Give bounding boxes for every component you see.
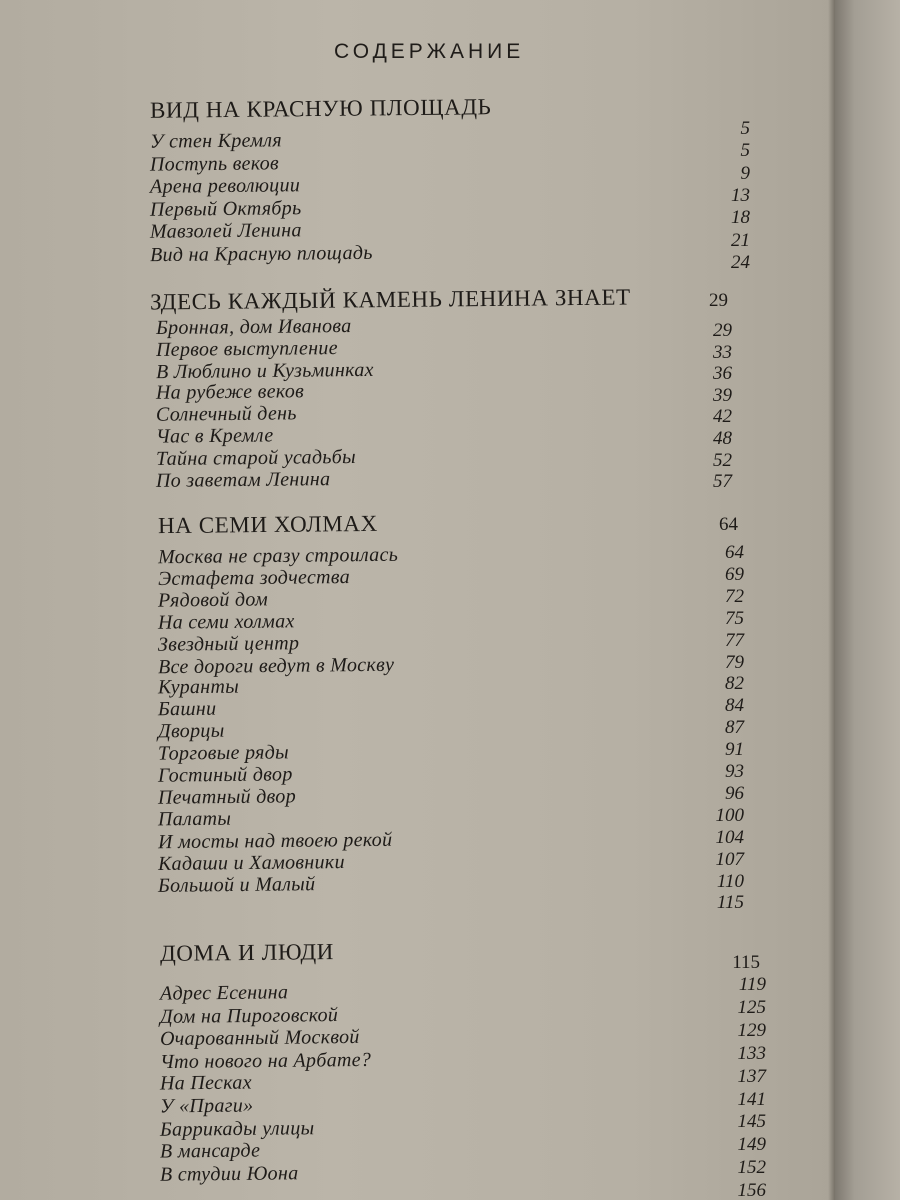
toc-entry-page: 87 — [725, 717, 744, 739]
toc-entry-page: 18 — [731, 207, 750, 229]
toc-entry-title: Час в Кремле — [155, 424, 274, 448]
toc-entry-title: В Люблино и Кузьминках — [155, 358, 374, 383]
section-page-number: 29 — [709, 290, 728, 311]
toc-entry-title: У «Праги» — [159, 1094, 254, 1118]
toc-entry-page: 110 — [716, 870, 744, 892]
toc-entry-title: На Песках — [159, 1071, 252, 1095]
toc-entry-page: 129 — [737, 1019, 766, 1041]
toc-entry-page: 82 — [725, 673, 744, 695]
toc-entry-page: 96 — [725, 782, 744, 804]
toc-entry-title: Солнечный день — [155, 402, 297, 426]
toc-entry-title: Кадаши и Хамовники — [157, 850, 345, 875]
toc-entry-title: У стен Кремля — [149, 129, 283, 153]
toc-entry-title: Что нового на Арбате? — [159, 1048, 372, 1073]
toc-entry-title: Большой и Малый — [157, 872, 316, 897]
toc-entry-page: 149 — [737, 1134, 766, 1156]
toc-entry-title: Куранты — [157, 675, 240, 699]
toc-entry-page: 93 — [725, 761, 744, 782]
toc-entry-page: 79 — [725, 651, 744, 673]
toc-entry-title: Торговые ряды — [157, 741, 290, 765]
toc-entry-page: 77 — [725, 629, 744, 651]
toc-entry-page: 42 — [713, 406, 732, 428]
toc-entry-page: 133 — [737, 1042, 766, 1064]
toc-entry-page: 29 — [713, 320, 732, 341]
toc-entry-page: 141 — [737, 1088, 766, 1110]
toc-entry-page: 152 — [737, 1157, 766, 1179]
toc-entry-title: Москва не сразу строилась — [157, 543, 399, 569]
toc-entry-title: Тайна старой усадьбы — [155, 445, 357, 470]
toc-entry-title: Адрес Есенина — [159, 981, 289, 1005]
toc-entry-page: 115 — [716, 892, 744, 914]
toc-entry-page: 75 — [725, 607, 744, 629]
toc-entry-title: Бронная, дом Иванова — [155, 314, 352, 340]
toc-entry-page: 48 — [713, 428, 732, 449]
section-title: ВИД НА КРАСНУЮ ПЛОЩАДЬ — [149, 94, 492, 123]
toc-entry-title: Эстафета зодчества — [157, 565, 351, 590]
toc-entry-title: На рубеже веков — [155, 380, 305, 405]
toc-entry-title: Башни — [157, 697, 217, 721]
toc-entry-page: 9 — [740, 162, 750, 184]
section-page-number: 115 — [732, 952, 760, 973]
toc-entry-page: 39 — [713, 384, 732, 406]
toc-entry-title: Рядовой дом — [157, 588, 269, 612]
toc-entry-page: 100 — [715, 804, 744, 826]
toc-entry-title: На семи холмах — [157, 609, 295, 634]
toc-entry-page: 72 — [725, 585, 744, 607]
toc-entry-page: 69 — [725, 563, 744, 585]
toc-entry-title: Звездный центр — [157, 631, 300, 656]
toc-entry-title: В студии Юона — [159, 1162, 299, 1186]
toc-entry-page: 5 — [740, 140, 750, 162]
toc-entry-title: Поступь веков — [149, 151, 280, 176]
toc-entry-title: Мавзолей Ленина — [149, 219, 302, 243]
toc-entry-page: 125 — [737, 996, 766, 1018]
section-page-number: 64 — [719, 514, 738, 535]
toc-entry-title: Арена революции — [149, 174, 301, 198]
toc-entry-title: Все дороги ведут в Москву — [157, 653, 395, 678]
toc-entry-page: 13 — [731, 184, 750, 206]
section-title: НА СЕМИ ХОЛМАХ — [157, 510, 378, 539]
section-title: ЗДЕСЬ КАЖДЫЙ КАМЕНЬ ЛЕНИНА ЗНАЕТ — [149, 284, 631, 315]
toc-entry-page: 24 — [731, 251, 750, 273]
toc-entry-title: Первое выступление — [155, 336, 338, 361]
page-heading: СОДЕРЖАНИЕ — [334, 40, 525, 63]
toc-entry-page: 21 — [731, 229, 750, 251]
toc-entry-title: Вид на Красную площадь — [149, 241, 373, 266]
toc-entry-title: Палаты — [157, 807, 232, 831]
toc-entry-page: 119 — [738, 974, 766, 995]
toc-entry-page: 64 — [725, 542, 744, 563]
toc-entry-page: 5 — [740, 118, 750, 139]
toc-entry-title: И мосты над твоею рекой — [157, 828, 393, 853]
toc-entry-title: Очарованный Москвой — [159, 1026, 360, 1051]
toc-entry-page: 84 — [725, 695, 744, 717]
toc-entry-page: 137 — [737, 1065, 766, 1087]
toc-entry-title: Первый Октябрь — [149, 196, 302, 221]
toc-entry-page: 57 — [713, 471, 732, 493]
toc-entry-page: 145 — [737, 1111, 766, 1133]
toc-entry-page: 107 — [715, 848, 744, 870]
toc-entry-page: 104 — [715, 826, 744, 848]
toc-entry-title: Дворцы — [157, 719, 225, 743]
section-title: ДОМА И ЛЮДИ — [159, 939, 335, 966]
book-gutter — [835, 0, 900, 1200]
toc-entry-page: 156 — [737, 1180, 766, 1200]
toc-entry-title: Гостиный двор — [157, 763, 293, 787]
toc-entry-title: Печатный двор — [157, 785, 297, 809]
toc-entry-title: Баррикады улицы — [159, 1116, 315, 1141]
toc-entry-page: 52 — [713, 449, 732, 471]
toc-entry-page: 33 — [713, 341, 732, 363]
toc-entry-page: 36 — [713, 363, 732, 385]
toc-entry-page: 91 — [725, 739, 744, 761]
toc-entry-title: В мансарде — [159, 1139, 261, 1163]
toc-entry-title: Дом на Пироговской — [159, 1003, 339, 1028]
toc-entry-title: По заветам Ленина — [155, 467, 331, 492]
